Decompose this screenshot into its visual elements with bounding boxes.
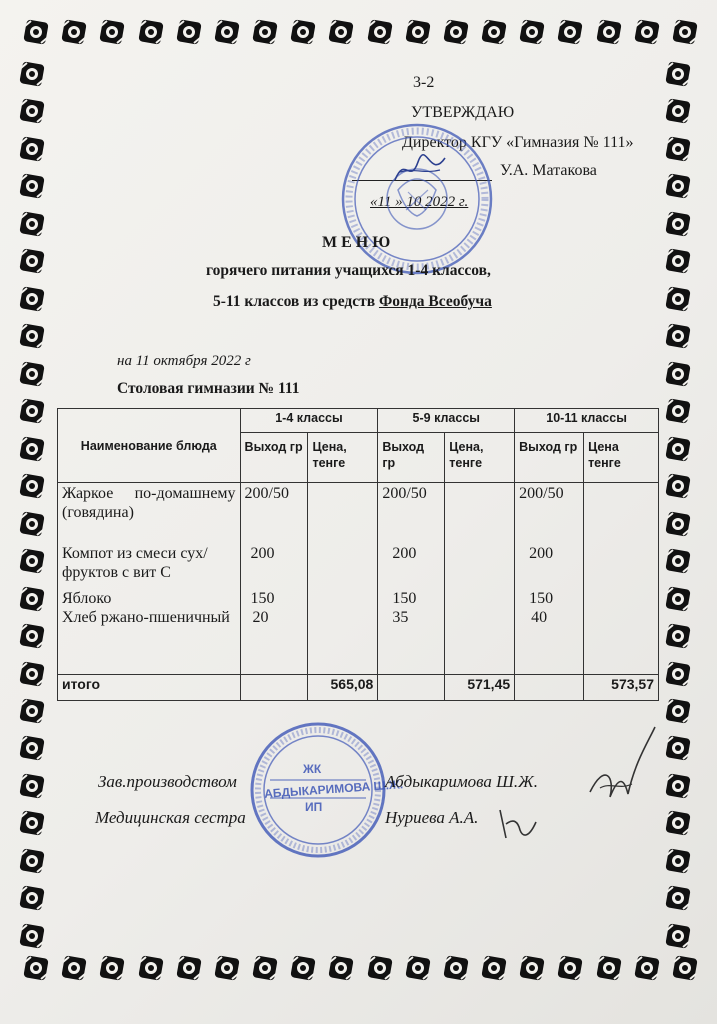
nurse-name: Нуриева А.А. [385,808,479,827]
ornament-icon [664,809,692,837]
production-name: Абдыкаримова Ш.Ж. [385,772,538,791]
total-label: итого [58,675,241,701]
yield-value: 200/50 [519,485,564,502]
ornament-icon [175,18,203,46]
ornament-icon [664,772,692,800]
ornament-icon [664,97,692,125]
ornament-icon [18,510,46,538]
ornament-border-right [664,60,698,950]
yield-column-5-9 [378,483,445,675]
yield-column-1-4 [240,483,308,675]
group-header-10-11: 10-11 классы [515,409,659,433]
ornament-icon [671,18,699,46]
total-empty-cell [240,675,308,701]
ornament-icon [664,622,692,650]
ornament-icon [327,18,355,46]
ornament-icon [664,285,692,313]
ornament-icon [366,18,394,46]
ornament-icon [633,18,661,46]
ornament-icon [664,135,692,163]
official-stamp [338,120,496,278]
ornament-icon [289,954,317,982]
ornament-icon [518,18,546,46]
group-header-5-9: 5-9 классы [378,409,515,433]
menu-subtitle-2-prefix: 5-11 классов из средств [213,293,379,310]
ornament-icon [18,97,46,125]
ornament-icon [18,322,46,350]
ornament-icon [664,510,692,538]
ornament-icon [60,18,88,46]
ornament-icon [18,397,46,425]
dish-item: Жаркое по-домашнему (говядина) [62,485,236,521]
yield-column-10-11 [515,483,584,675]
menu-title: М Е Н Ю [322,234,391,251]
ornament-icon [404,18,432,46]
ornament-icon [664,734,692,762]
yield-header: Выход гр [515,433,584,483]
price-cell [584,483,659,675]
dish-list-cell [58,483,241,675]
yield-value: 40 [531,609,548,626]
ornament-icon [664,922,692,950]
ornament-icon [18,697,46,725]
yield-header: Выход гр [378,433,445,483]
price-header: Цена, тенге [308,433,378,483]
yield-value: 150 [392,590,417,607]
ornament-icon [289,18,317,46]
ornament-icon [98,954,126,982]
ornament-icon [18,210,46,238]
ornament-icon [22,18,50,46]
approval-director: У.А. Матакова [500,162,597,179]
menu-subtitle-1: горячего питания учащихся 1-4 классов, [206,262,491,279]
ornament-icon [595,18,623,46]
ornament-border-bottom [22,954,699,988]
ornament-icon [18,809,46,837]
ornament-icon [664,660,692,688]
ornament-icon [175,954,203,982]
ip-stamp-line1: ЖК [303,762,322,776]
ornament-icon [18,285,46,313]
ornament-icon [664,697,692,725]
menu-table [57,408,659,701]
ornament-border-left [18,60,52,950]
approval-word: УТВЕРЖДАЮ [411,104,515,121]
yield-value: 20 [252,609,269,626]
price-cell [308,483,378,675]
ornament-icon [18,922,46,950]
ornament-icon [327,954,355,982]
nurse-role: Медицинская сестра [95,808,246,827]
ornament-icon [18,172,46,200]
yield-value: 200 [250,545,275,562]
ornament-icon [404,954,432,982]
ornament-icon [366,954,394,982]
dish-header-label: Наименование блюда [80,438,217,453]
ornament-icon [664,397,692,425]
ornament-icon [18,585,46,613]
ornament-icon [442,954,470,982]
ip-stamp-line3: ИП [305,800,323,814]
yield-value: 150 [529,590,554,607]
ornament-icon [18,660,46,688]
ornament-icon [251,18,279,46]
total-value-10-11: 573,57 [584,675,659,701]
ornament-icon [664,547,692,575]
yield-value: 35 [392,609,409,626]
ornament-icon [251,954,279,982]
ornament-icon [18,847,46,875]
document-number: 3-2 [413,74,435,91]
ornament-icon [664,585,692,613]
canteen-name: Столовая гимназии № 111 [117,380,300,397]
ornament-icon [442,18,470,46]
ornament-icon [664,247,692,275]
total-value-1-4: 565,08 [308,675,378,701]
ornament-icon [137,954,165,982]
ornament-icon [664,322,692,350]
ornament-icon [213,18,241,46]
menu-subtitle-2-fund: Фонда Всеобуча [378,293,492,310]
ornament-icon [556,954,584,982]
dish-item: Яблоко [62,590,112,607]
ornament-icon [664,472,692,500]
ornament-icon [664,884,692,912]
total-empty-cell [515,675,584,701]
ornament-border-top [22,18,699,52]
ornament-icon [518,954,546,982]
ornament-icon [60,954,88,982]
ornament-icon [18,435,46,463]
ornament-icon [18,772,46,800]
dish-item: Компот из смеси сух/фруктов с вит С [62,545,208,581]
ornament-icon [22,954,50,982]
ornament-icon [213,954,241,982]
total-value-5-9: 571,45 [445,675,515,701]
price-header: Цена тенге [584,433,659,483]
ornament-icon [18,360,46,388]
price-cell [445,483,515,675]
ornament-icon [664,435,692,463]
ornament-icon [18,622,46,650]
ornament-icon [18,472,46,500]
yield-value: 200/50 [382,485,427,502]
ip-stamp-line2: АБДЫКАРИМОВА Ш.Ж. [263,777,404,801]
ornament-icon [664,210,692,238]
ornament-icon [480,954,508,982]
price-header: Цена, тенге [445,433,515,483]
dish-item: Хлеб ржано-пшеничный [62,609,230,626]
ornament-icon [595,954,623,982]
yield-value: 150 [250,590,275,607]
nurse-signature [492,800,542,850]
production-role: Зав.производством [98,772,237,791]
ornament-icon [18,247,46,275]
ornament-icon [664,360,692,388]
ornament-icon [664,847,692,875]
ornament-icon [664,60,692,88]
ornament-icon [633,954,661,982]
menu-date: на 11 октября 2022 г [117,353,251,369]
director-signature [390,150,450,190]
menu-subtitle-2 [213,293,492,311]
ornament-icon [18,60,46,88]
ornament-icon [18,884,46,912]
ornament-icon [137,18,165,46]
yield-header: Выход гр [240,433,308,483]
ornament-icon [480,18,508,46]
ornament-icon [18,734,46,762]
total-empty-cell [378,675,445,701]
production-signature [580,722,660,812]
ornament-icon [556,18,584,46]
group-header-1-4: 1-4 классы [240,409,378,433]
dish-column-header [58,409,241,483]
ornament-icon [18,135,46,163]
yield-value: 200 [392,545,417,562]
ornament-icon [671,954,699,982]
approval-date: «11 » 10 2022 г. [370,194,469,210]
ornament-icon [98,18,126,46]
ornament-icon [664,172,692,200]
approval-position: Директор КГУ «Гимназия № 111» [402,134,634,151]
yield-value: 200/50 [244,485,289,502]
ornament-icon [18,547,46,575]
yield-value: 200 [529,545,554,562]
